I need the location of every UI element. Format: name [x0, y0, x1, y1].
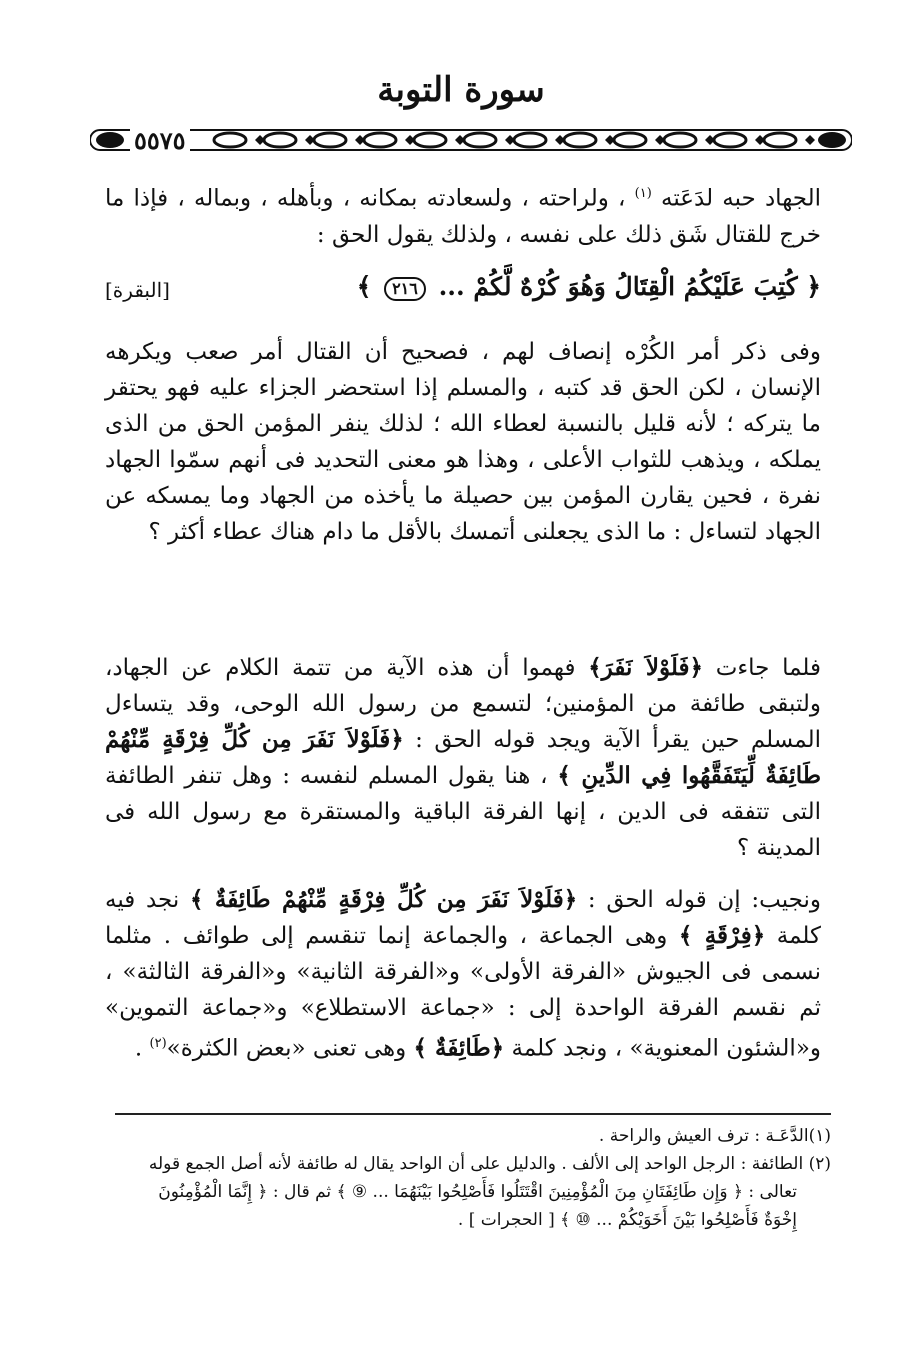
quran-quote: ﴿فَلَوْلاَ نَفَرَ مِن كُلِّ فِرْقَةٍ مِّنْهُمْ طَائِفَةٌ ﴾ — [190, 886, 578, 913]
footnote-2-line-1: (٢) الطائفة : الرجل الواحد إلى الألف . والدليل على أن الواحد يقال له طائفة لأنه أصل الجمع قوله — [148, 1154, 831, 1174]
footnote-ref-2: (٢) — [149, 1036, 167, 1051]
verse-number: ٢١٦ — [384, 277, 426, 301]
quran-quote: ﴿فَلَوْلاَ نَفَرَ مِن كُلِّ فِرْقَةٍ مِّنْهُمْ طَائِفَةٌ لِّيَتَفَقَّهُوا فِي الدِّينِ ﴾ — [105, 726, 822, 789]
text: ، ولراحته ، ولسعادته بمكانه ، وبأهله ، وبماله ، فإذا — [133, 185, 626, 212]
text: وهى الجماعة ، والجماعة إنما تنقسم إلى طوائف . مثلما نسمى فى الجيوش «الفرقة الأولى» و«الفرقة الثانية» و«الفرقة الثالثة» ، ثم نقسم الفرقة الواحدة إلى : «جماعة الاستطلاع» و«جماعة التموين» و«الشئون المعنوية» ، ونجد كلمة — [105, 923, 821, 1062]
text: وفى ذكر أمر الكُرْه إنصاف لهم ، فصحيح أن القتال أمر صعب ويكرهه الإنسان ، لكن الحق قد كتبه ، والمسلم إذا استحضر الجزاء عليه فهو يحتقر ما يتركه ؛ لأنه قليل بالنسبة لعطاء الله ؛ لذلك ينفر المؤمن الحق من الذى يملكه ، ويذهب للثواب الأعلى ، وهذا هو معنى التحديد فى أنهم سمّوا الجهاد نفرة ، فحين يقارن المؤمن بين حصيلة ما يأخذه من الجهاد وما يمسكه عن الجهاد لتساءل : ما الذى يجعلنى أتمسك بالأقل ما دام هناك عطاء أكثر ؟ — [105, 339, 821, 545]
quran-quote: ﴿فَلَوْلاَ نَفَرَ﴾ — [588, 654, 703, 681]
paragraph-2 — [105, 334, 821, 550]
text: وهى تعنى «بعض الكثرة» — [166, 1035, 407, 1062]
quran-quote: ﴿طَائِفَةٌ ﴾ — [413, 1034, 505, 1062]
paragraph-1 — [105, 176, 821, 253]
footnote-2-line-3: إِخْوَةٌ فَأَصْلِحُوا بَيْنَ أَخَوَيْكُمْ ... ⑩ ﴾ [ الحجرات ] . — [457, 1210, 797, 1230]
surah-title: سورة التوبة — [377, 70, 545, 110]
text: ونجيب: إن قوله الحق : — [587, 887, 822, 913]
footnote-1: (١)الدَّعَـة : ترف العيش والراحة . — [598, 1126, 831, 1146]
verse-close: ﴾ — [356, 272, 372, 301]
text: نجد فيه كلمة — [105, 887, 821, 949]
text: فلما جاءت — [715, 655, 822, 681]
text: الجهاد حبه لدَعَته — [661, 185, 822, 212]
paragraph-3 — [105, 650, 821, 866]
quran-verse-block — [105, 272, 821, 312]
text: . — [134, 1035, 143, 1062]
verse-source: [البقرة] — [105, 278, 170, 302]
quran-quote: ﴿فِرْقَةٍ ﴾ — [678, 922, 766, 949]
text: ما خرج للقتال شَق ذلك على نفسه ، ولذلك يقول الحق : — [105, 185, 821, 248]
footnote-2-line-2: تعالى : ﴿ وَإِن طَائِفَتَانِ مِنَ الْمُؤْمِنِينَ اقْتَتَلُوا فَأَصْلِحُوا بَيْنَهُمَا ... ⑨ ﴾ ثم قال : ﴿ إِنَّمَا الْمُؤْمِنُونَ — [158, 1182, 797, 1202]
header-ornament-border — [90, 124, 852, 156]
paragraph-4 — [105, 882, 821, 1067]
text: ، هنا يقول المسلم لنفسه : وهل تنفر الطائفة التى تتفقه فى الدين ، إنها الفرقة الباقية والمستقرة مع رسول الله فى المدينة ؟ — [105, 763, 821, 861]
footnote-divider — [115, 1113, 831, 1115]
quran-verse — [357, 272, 821, 301]
footnote-ref-1: (١) — [634, 186, 652, 201]
verse-text: ﴿ كُتِبَ عَلَيْكُمُ الْقِتَالُ وَهُوَ كُرْهٌ لَّكُمْ ... — [438, 272, 821, 301]
text: فهموا أن هذه الآية من تتمة الكلام عن الجهاد، ولتبقى طائفة من المؤمنين؛ لتسمع من رسول الله الوحى، وقد يتساءل المسلم حين يقرأ الآية ويجد قوله الحق : — [105, 655, 822, 753]
footnotes — [105, 1122, 831, 1234]
page-number: ٥٥٧٥ — [130, 126, 190, 155]
